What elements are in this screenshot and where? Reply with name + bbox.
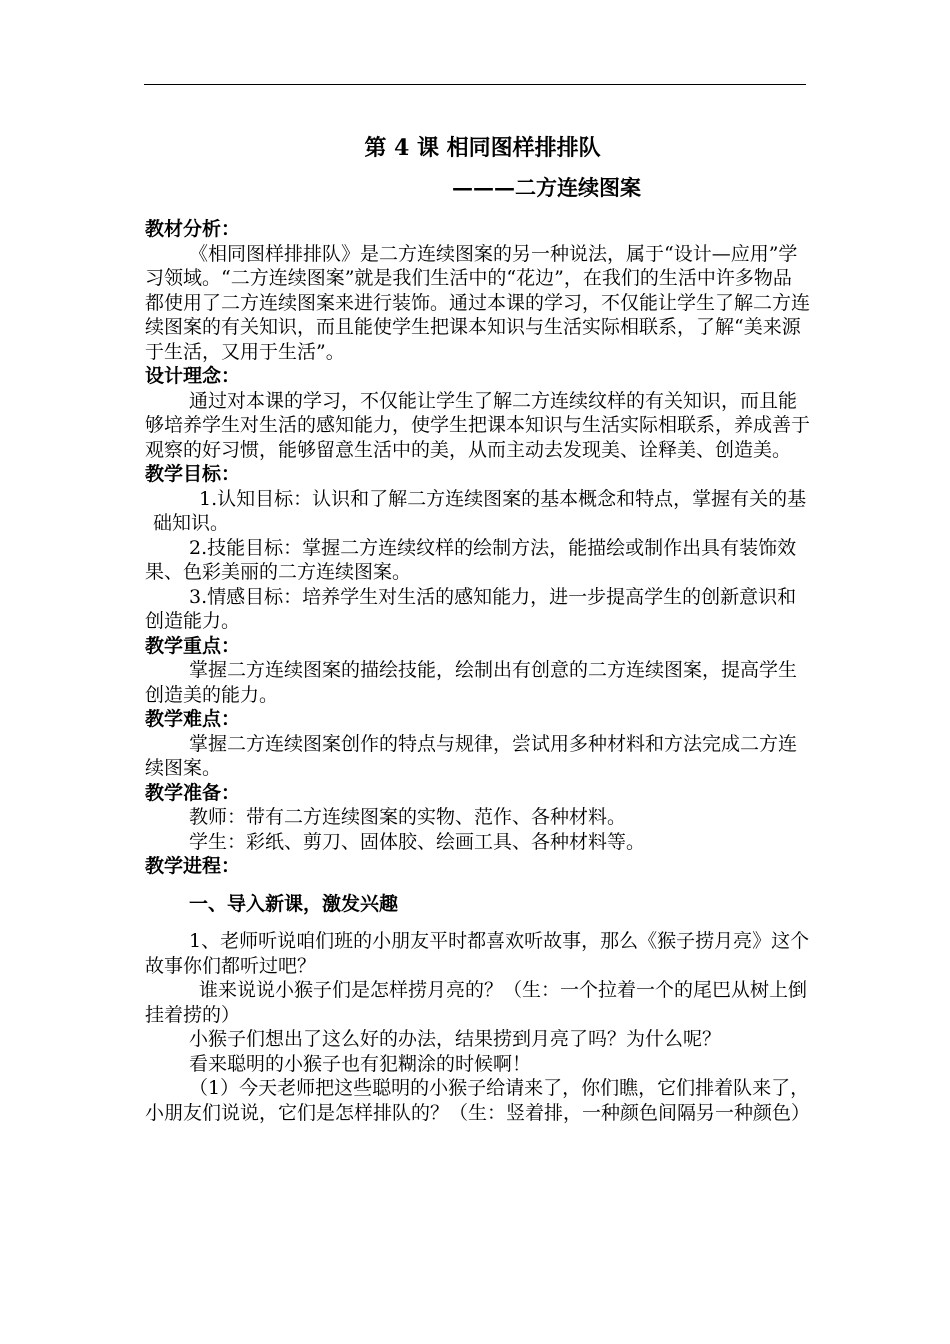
process-paragraph: 谁来说说小猴子们是怎样捞月亮的？（生：一个拉着一个的尾巴从树上倒挂着捞的） [145,979,808,1026]
document-page [145,133,810,1125]
process-paragraph: 1、老师听说咱们班的小朋友平时都喜欢听故事，那么《猴子捞月亮》这个故事你们都听过吧？ [145,930,810,977]
difficulties-text: 掌握二方连续图案创作的特点与规律，尝试用多种材料和方法完成二方连续图案。 [145,732,798,779]
difficulties-heading: 教学难点： [145,708,241,730]
preparation-heading: 教学准备： [145,781,241,804]
process-heading: 教学进程： [145,855,241,877]
header-rule [144,84,806,85]
page-title: 第 4 课 相同图样排排队 [364,135,601,161]
goal-item-3: 3.情感目标：培养学生对生活的感知能力，进一步提高学生的创新意识和创造能力。 [145,585,797,632]
preparation-student: 学生：彩纸、剪刀、固体胶、绘画工具、各种材料等。 [189,830,646,853]
analysis-heading: 教材分析： [145,218,241,240]
goals-heading: 教学目标： [145,463,241,485]
process-paragraph: 小猴子们想出了这么好的办法，结果捞到月亮了吗？为什么呢？ [189,1028,722,1050]
key-points-text: 掌握二方连续图案的描绘技能，绘制出有创意的二方连续图案，提高学生创造美的能力。 [145,659,798,706]
preparation-teacher: 教师：带有二方连续图案的实物、范作、各种材料。 [189,806,627,828]
goal-item-2: 2.技能目标：掌握二方连续纹样的绘制方法，能描绘或制作出具有装饰效果、色彩美丽的二方连续图案。 [145,536,797,583]
page-subtitle: ———二方连续图案 [452,175,641,200]
analysis-text: 《相同图样排排队》是二方连续图案的另一种说法，属于“设计—应用”学习领域。“二方连续图案”就是我们生活中的“花边”，在我们的生活中许多物品都使用了二方连续图案来进行装饰。通过本课的学习，不仅能让学生了解二方连续图案的有关知识，而且能使学生把课本知识与生活实际相联系，了解“美来源于生活，又用于生活”。 [145,242,811,363]
goal-item-1: 1.认知目标：认识和了解二方连续图案的基本概念和特点，掌握有关的基础知识。 [153,487,807,534]
document-body [145,217,810,1125]
concept-heading: 设计理念： [145,365,241,387]
process-paragraph: （1）今天老师把这些聪明的小猴子给请来了，你们瞧，它们排着队来了，小朋友们说说，它们是怎样排队的？（生：竖着排，一种颜色间隔另一种颜色） [145,1077,811,1124]
key-points-heading: 教学重点： [145,634,241,657]
process-paragraph: 看来聪明的小猴子也有犯糊涂的时候啊！ [189,1052,532,1075]
process-section-1: 一、导入新课，激发兴趣 [189,892,399,915]
concept-text: 通过对本课的学习，不仅能让学生了解二方连续纹样的有关知识，而且能够培养学生对生活的感知能力，使学生把课本知识与生活实际相联系，养成善于观察的好习惯，能够留意生活中的美，从而主动去发现美、诠释美、创造美。 [145,389,811,461]
